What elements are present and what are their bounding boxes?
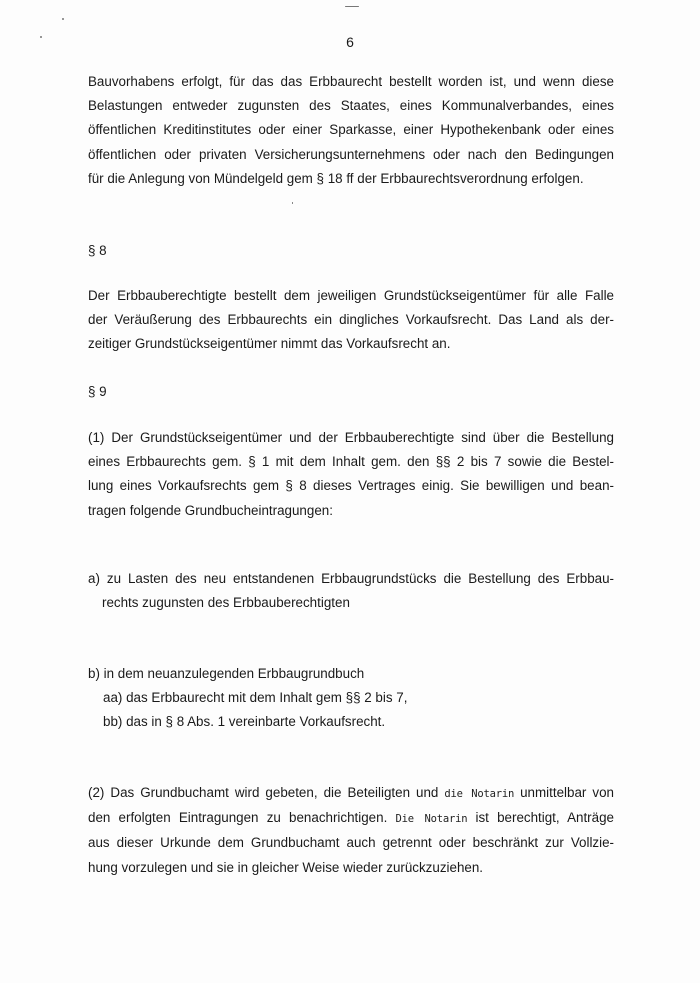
text-line: a) zu Lasten des neu entstandenen Erbbaugrundstücks die Bestellung des Erbbau- [88, 571, 614, 586]
text-line: Belastungen entweder zugunsten des Staates, eines Kommunalverbandes, eines [88, 98, 614, 114]
text-line: Bauvorhabens erfolgt, für das das Erbbaurecht bestellt worden ist, und wenn diese [88, 74, 614, 89]
text-fragment: den erfolgten Eintragungen zu benachrichtigen. [88, 810, 388, 826]
paragraph-section-9-2 [88, 781, 614, 880]
paragraph-section-8 [88, 284, 614, 357]
text-line: b) in dem neuanzulegenden Erbbaugrundbuch [88, 666, 365, 681]
sub-item-bb: bb) das in § 8 Abs. 1 vereinbarte Vorkaufsrecht. [103, 714, 386, 730]
text-line: rechts zugunsten des Erbbauberechtigten [102, 595, 350, 611]
text-line: (1) Der Grundstückseigentümer und der Erbbauberechtigte sind über die Bestellung [88, 430, 614, 445]
notary-stamp-text: die Notarin [444, 788, 515, 800]
section-heading-8: § 8 [88, 243, 107, 258]
section-heading-9: § 9 [88, 384, 107, 399]
text-line: tragen folgende Grundbucheintragungen: [88, 502, 333, 518]
paragraph-section-9-1 [88, 426, 614, 523]
text-line: öffentlichen oder privaten Versicherungsunternehmens oder nach den Bedingungen [88, 146, 614, 162]
text-line: öffentlichen Kreditinstitutes oder einer Sparkasse, einer Hypothekenbank oder eines [88, 122, 614, 138]
list-item-a [88, 567, 614, 615]
text-line: für die Anlegung von Mündelgeld gem § 18 ff der Erbbaurechtsverordnung erfolgen. [88, 170, 584, 186]
notary-stamp-text: Die Notarin [395, 813, 468, 826]
text-line [88, 806, 614, 831]
text-line: hung vorzulegen und sie in gleicher Weise wieder zurückzuziehen. [88, 859, 484, 875]
text-line: zeitiger Grundstückseigentümer nimmt das Vorkaufsrecht an. [88, 336, 451, 352]
text-line [88, 781, 614, 806]
text-fragment: ist berechtigt, Anträge [475, 810, 614, 826]
text-fragment: (2) Das Grundbuchamt wird gebeten, die Beteiligten und [88, 785, 439, 800]
text-line: eines Erbbaurechts gem. § 1 mit dem Inhalt gem. den §§ 2 bis 7 sowie die Bestel- [88, 454, 614, 470]
paragraph-intro [88, 70, 614, 191]
text-line: der Veräußerung des Erbbaurechts ein dingliches Vorkaufsrecht. Das Land als der- [88, 312, 614, 328]
text-line: lung eines Vorkaufsrechts gem § 8 dieses Vertrages einig. Sie bewilligen und bean- [88, 478, 614, 494]
text-fragment: unmittelbar von [520, 785, 614, 800]
scan-speck [62, 18, 64, 20]
text-line: Der Erbbauberechtigte bestellt dem jeweiligen Grundstückseigentümer für alle Falle [88, 288, 614, 303]
sub-item-aa: aa) das Erbbaurecht mit dem Inhalt gem §§ 2 bis 7, [103, 690, 408, 706]
scan-speck [292, 202, 293, 204]
text-line: aus dieser Urkunde dem Grundbuchamt auch getrennt oder beschränkt zur Vollzie- [88, 835, 614, 851]
list-item-b [88, 662, 614, 735]
scan-speck [345, 6, 359, 7]
page-number: 6 [346, 34, 354, 50]
